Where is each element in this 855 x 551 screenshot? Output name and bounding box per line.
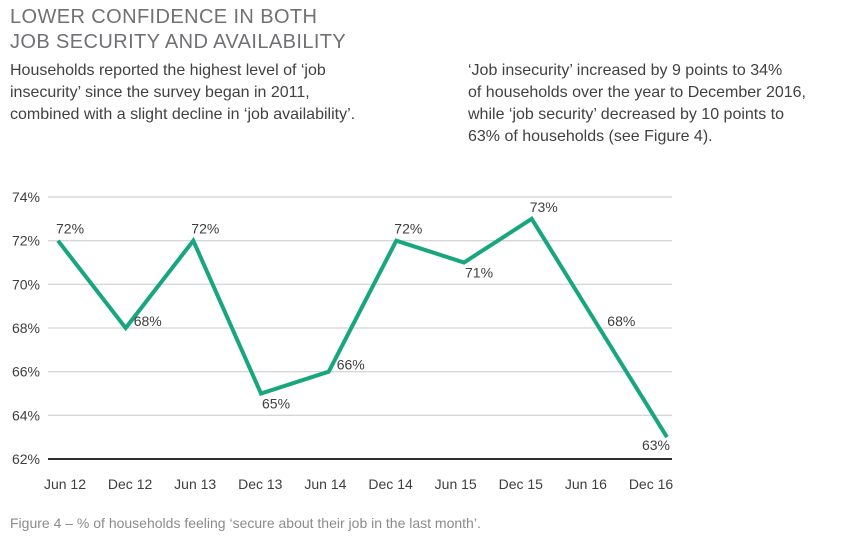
data-label: 68% <box>607 313 636 329</box>
data-label: 72% <box>394 220 423 237</box>
intro-right-line: of households over the year to December 2016, <box>468 84 806 101</box>
data-label: 73% <box>529 198 558 215</box>
x-tick-label: Jun 16 <box>564 476 607 492</box>
x-tick-label: Jun 13 <box>174 476 217 492</box>
intro-left-line: insecurity’ since the survey began in 2011, <box>10 84 310 101</box>
x-tick-label: Dec 14 <box>368 476 413 492</box>
intro-right-line: ‘Job insecurity’ increased by 9 points to 34% <box>468 62 783 79</box>
data-label: 66% <box>336 356 365 373</box>
y-tick-label: 74% <box>11 189 40 205</box>
data-label: 63% <box>641 437 670 454</box>
intro-left-paragraph <box>10 60 355 126</box>
y-tick-label: 70% <box>11 276 40 293</box>
figure-caption: Figure 4 – % of households feeling ‘secure about their job in the last month’. <box>10 515 481 531</box>
data-label: 68% <box>133 313 162 329</box>
data-label: 71% <box>465 264 494 281</box>
data-label: 72% <box>191 220 220 237</box>
x-tick-label: Dec 15 <box>498 476 543 492</box>
figure-4-chart <box>0 182 855 504</box>
intro-right-paragraph <box>468 60 806 148</box>
y-tick-label: 72% <box>11 232 40 249</box>
x-tick-label: Jun 15 <box>434 476 477 492</box>
intro-left-line: Households reported the highest level of ‘job <box>10 62 326 79</box>
y-tick-label: 64% <box>11 407 40 424</box>
page-title-line-2: JOB SECURITY AND AVAILABILITY <box>10 31 347 53</box>
data-label: 65% <box>262 395 291 412</box>
data-label: 72% <box>56 220 85 237</box>
intro-left-line: combined with a slight decline in ‘job availability’. <box>10 106 356 123</box>
y-tick-label: 66% <box>11 363 40 380</box>
intro-right-line: 63% of households (see Figure 4). <box>468 128 713 145</box>
job-security-line-chart <box>0 182 855 504</box>
page-title <box>10 5 346 55</box>
x-tick-label: Jun 12 <box>43 476 87 492</box>
x-tick-label: Jun 14 <box>304 476 347 492</box>
y-tick-label: 68% <box>11 320 40 336</box>
page-title-line-1: LOWER CONFIDENCE IN BOTH <box>10 6 318 28</box>
x-tick-label: Dec 13 <box>238 476 283 492</box>
y-tick-label: 62% <box>11 451 40 467</box>
x-tick-label: Dec 12 <box>107 476 153 492</box>
intro-right-line: while ‘job security’ decreased by 10 points to <box>468 106 785 123</box>
x-tick-label: Dec 16 <box>628 476 674 492</box>
